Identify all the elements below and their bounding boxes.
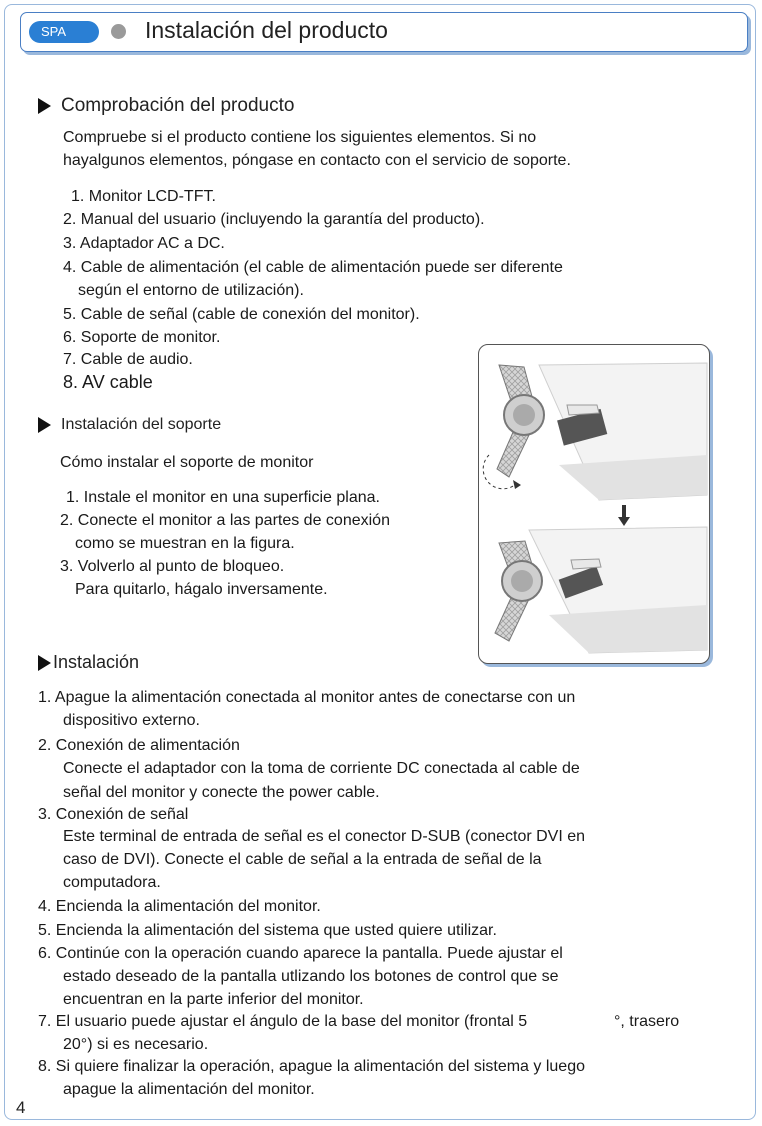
list-item: 4. Cable de alimentación (el cable de alimentación puede ser diferente	[63, 259, 563, 276]
list-item: Para quitarlo, hágalo inversamente.	[75, 581, 328, 598]
list-item: 5. Cable de señal (cable de conexión del monitor).	[63, 306, 420, 323]
list-item: computadora.	[63, 874, 161, 891]
list-item: 1. Monitor LCD-TFT.	[71, 188, 216, 205]
list-item: caso de DVI). Conecte el cable de señal a la entrada de señal de la	[63, 851, 542, 868]
monitor-stand-illustration	[479, 345, 710, 664]
list-item: 6. Soporte de monitor.	[63, 329, 221, 346]
triangle-arrow-icon	[38, 417, 51, 433]
section-heading-product-check	[38, 95, 294, 117]
page-number: 4	[16, 1098, 26, 1117]
list-item: 4. Encienda la alimentación del monitor.	[38, 898, 321, 915]
list-item: Conecte el adaptador con la toma de corriente DC conectada al cable de	[63, 760, 580, 777]
section-heading-text: Comprobación del producto	[61, 95, 295, 116]
section-heading-stand	[38, 416, 221, 434]
list-item: encuentran en la parte inferior del monitor.	[63, 991, 364, 1008]
list-item: 3. Volverlo al punto de bloqueo.	[60, 558, 285, 575]
section-heading-installation	[38, 652, 139, 673]
stand-installation-figure	[478, 344, 710, 664]
list-item: 6. Continúe con la operación cuando aparece la pantalla. Puede ajustar el	[38, 945, 563, 962]
triangle-arrow-icon	[38, 655, 51, 671]
list-item-continuation: °, trasero	[614, 1013, 680, 1030]
list-item: apague la alimentación del monitor.	[63, 1081, 315, 1098]
intro-line: hayalgunos elementos, póngase en contacto con el servicio de soporte.	[63, 152, 571, 169]
list-item: 20°) si es necesario.	[63, 1036, 209, 1053]
list-item: 8. AV cable	[63, 372, 153, 392]
list-item: 3. Adaptador AC a DC.	[63, 235, 225, 252]
list-item: como se muestran en la figura.	[75, 535, 295, 552]
list-item: 5. Encienda la alimentación del sistema que usted quiere utilizar.	[38, 922, 497, 939]
list-item: 7. Cable de audio.	[63, 351, 193, 368]
list-item: según el entorno de utilización).	[78, 282, 304, 299]
subheading: Cómo instalar el soporte de monitor	[60, 454, 314, 471]
section-heading-text: Instalación del soporte	[61, 416, 222, 433]
list-item: 7. El usuario puede ajustar el ángulo de la base del monitor (frontal 5	[38, 1013, 528, 1030]
list-item: 1. Apague la alimentación conectada al monitor antes de conectarse con un	[38, 689, 576, 706]
list-item: señal del monitor y conecte the power cable.	[63, 784, 380, 801]
triangle-arrow-icon	[38, 98, 51, 114]
list-item: dispositivo externo.	[63, 712, 200, 729]
list-item: estado deseado de la pantalla utlizando los botones de control que se	[63, 968, 559, 985]
list-item: 1. Instale el monitor en una superficie plana.	[66, 489, 380, 506]
section-heading-text: Instalación	[53, 652, 140, 672]
list-item: 2. Conexión de alimentación	[38, 737, 240, 754]
header-bar	[20, 12, 748, 52]
bullet-dot-icon	[111, 24, 126, 39]
page-title: Instalación del producto	[145, 17, 388, 43]
language-badge: SPA	[29, 21, 99, 43]
list-item: 8. Si quiere finalizar la operación, apague la alimentación del sistema y luego	[38, 1058, 585, 1075]
list-item: 2. Manual del usuario (incluyendo la garantía del producto).	[63, 211, 485, 228]
intro-line: Compruebe si el producto contiene los siguientes elementos. Si no	[63, 129, 537, 146]
list-item: 2. Conecte el monitor a las partes de conexión	[60, 512, 390, 529]
list-item: Este terminal de entrada de señal es el conector D-SUB (conector DVI en	[63, 828, 586, 845]
list-item: 3. Conexión de señal	[38, 806, 189, 823]
